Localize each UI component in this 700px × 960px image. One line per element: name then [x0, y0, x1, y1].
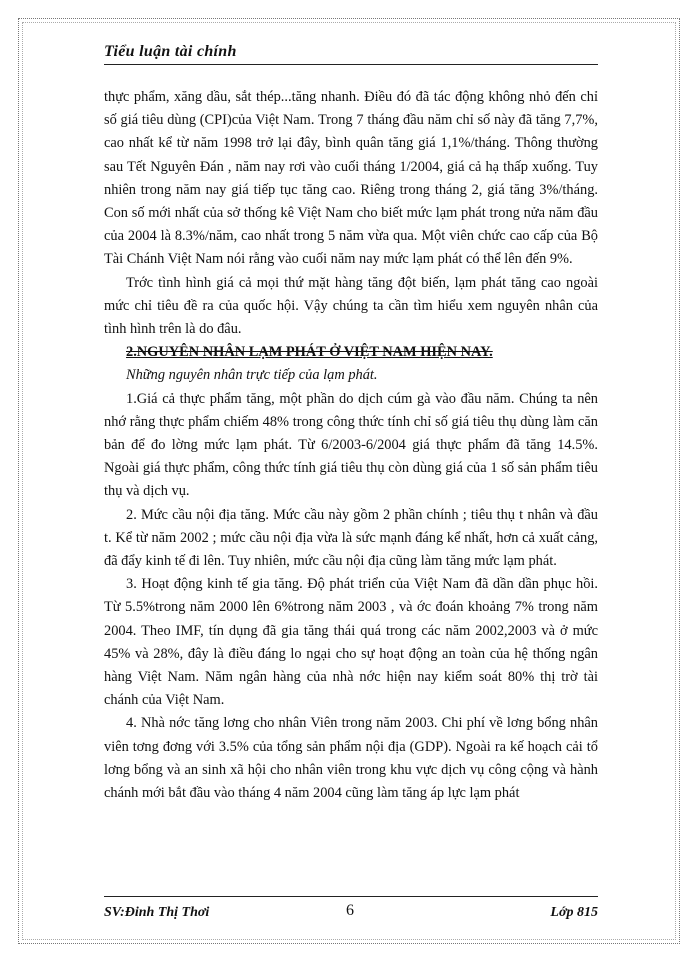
page-number: 6	[346, 902, 354, 919]
footer-divider	[104, 896, 598, 897]
section-heading: 2.NGUYÊN NHÂN LẠM PHÁT Ở VIỆT NAM HIỆN NAY.	[126, 344, 493, 361]
header-divider	[104, 64, 598, 65]
document-body	[104, 86, 598, 805]
footer-class-label: Lớp 815	[550, 905, 598, 920]
list-item-domestic-demand: 2. Mức cầu nội địa tăng. Mức cầu này gồm 2 phần chính ; tiêu thụ t nhân và đầu t. Kể từ năm 2002 ; mức cầu nội địa vừa là sức mạnh đáng kể nhất, hơn cả xuất cảng, đã đẩy kinh tế đi lên. Tuy nhiên, mức cầu nội địa cũng làm tăng mức lạm phát.	[104, 506, 598, 570]
footer-author: SV:Đinh Thị Thơi	[104, 905, 210, 920]
list-item-food-prices: 1.Giá cả thực phẩm tăng, một phần do dịch cúm gà vào đầu năm. Chúng ta nên nhớ rằng thực phẩm chiếm 48% trong công thức tính chỉ số giá tiêu thụ dùng làm căn bản để đo lờng mức lạm phát. Từ 6/2003-6/2004 giá thực phẩm đã tăng 14.5%. Ngoài giá thực phẩm, công thức tính giá tiêu thụ còn dùng giá của 1 số sản phẩm tiêu thụ và dịch vụ.	[104, 390, 598, 500]
list-item-wage-increase: 4. Nhà nớc tăng lơng cho nhân Viên trong năm 2003. Chi phí về lơng bổng nhân viên tơng đơng với 3.5% của tổng sản phẩm nội địa (GDP). Ngoài ra kế hoạch cải tổ lơng bổng và an sinh xã hội cho nhân viên trong khu vực dịch vụ công cộng và hành chánh mới bắt đầu vào tháng 4 năm 2004 cũng làm tăng áp lực lạm phát	[104, 715, 598, 802]
list-item-economic-activity: 3. Hoạt động kinh tế gia tăng. Độ phát triển của Việt Nam đã dần dần phục hồi. Từ 5.5%trong năm 2000 lên 6%trong năm 2003 , và ớc đoán khoảng 7% trong năm 2004. Theo IMF, tín dụng đã gia tăng thái quá trong các năm 2002,2003 và ở mức 45% và 28%, đây là điều đáng lo ngại cho sự hoạt động an toàn của hệ thống ngân hàng Việt Nam. Năm ngân hàng của nhà nớc hiện nay kiểm soát 80% thị trờ tài chánh của Việt Nam.	[104, 576, 598, 709]
running-header-title: Tiểu luận tài chính	[104, 43, 237, 60]
sub-heading: Những nguyên nhân trực tiếp của lạm phát.	[126, 367, 378, 384]
paragraph-transition: Trớc tình hình giá cả mọi thứ mặt hàng tăng đột biến, lạm phát tăng cao ngoài mức chỉ tiêu đề ra của quốc hội. Vậy chúng ta cần tìm hiểu xem nguyên nhân của tình hình trên là do đâu.	[104, 274, 598, 338]
paragraph-inflation-overview: thực phẩm, xăng dầu, sắt thép...tăng nhanh. Điều đó đã tác động không nhỏ đến chỉ số giá tiêu dùng (CPI)của Việt Nam. Trong 7 tháng đầu năm chỉ số này đã tăng 7,7%, cao nhất kể từ năm 1998 trở lại đây, bình quân tăng giá 1,1%/tháng. Thông thường sau Tết Nguyên Đán , năm nay rơi vào cuối tháng 1/2004, giá cả hạ thấp xuống. Tuy nhiên trong năm nay giá tiếp tục tăng cao. Riêng trong tháng 2, giá tăng 3%/tháng. Con số mới nhất của sở thống kê Việt Nam cho biết mức lạm phát trong nửa năm đầu của 2004 là 8.3%/năm, cao nhất trong 5 năm vừa qua. Một viên chức cao cấp của Bộ Tài Chánh Việt Nam nói rằng vào cuối năm nay mức lạm phát có thể lên đến 9%.	[104, 89, 598, 268]
